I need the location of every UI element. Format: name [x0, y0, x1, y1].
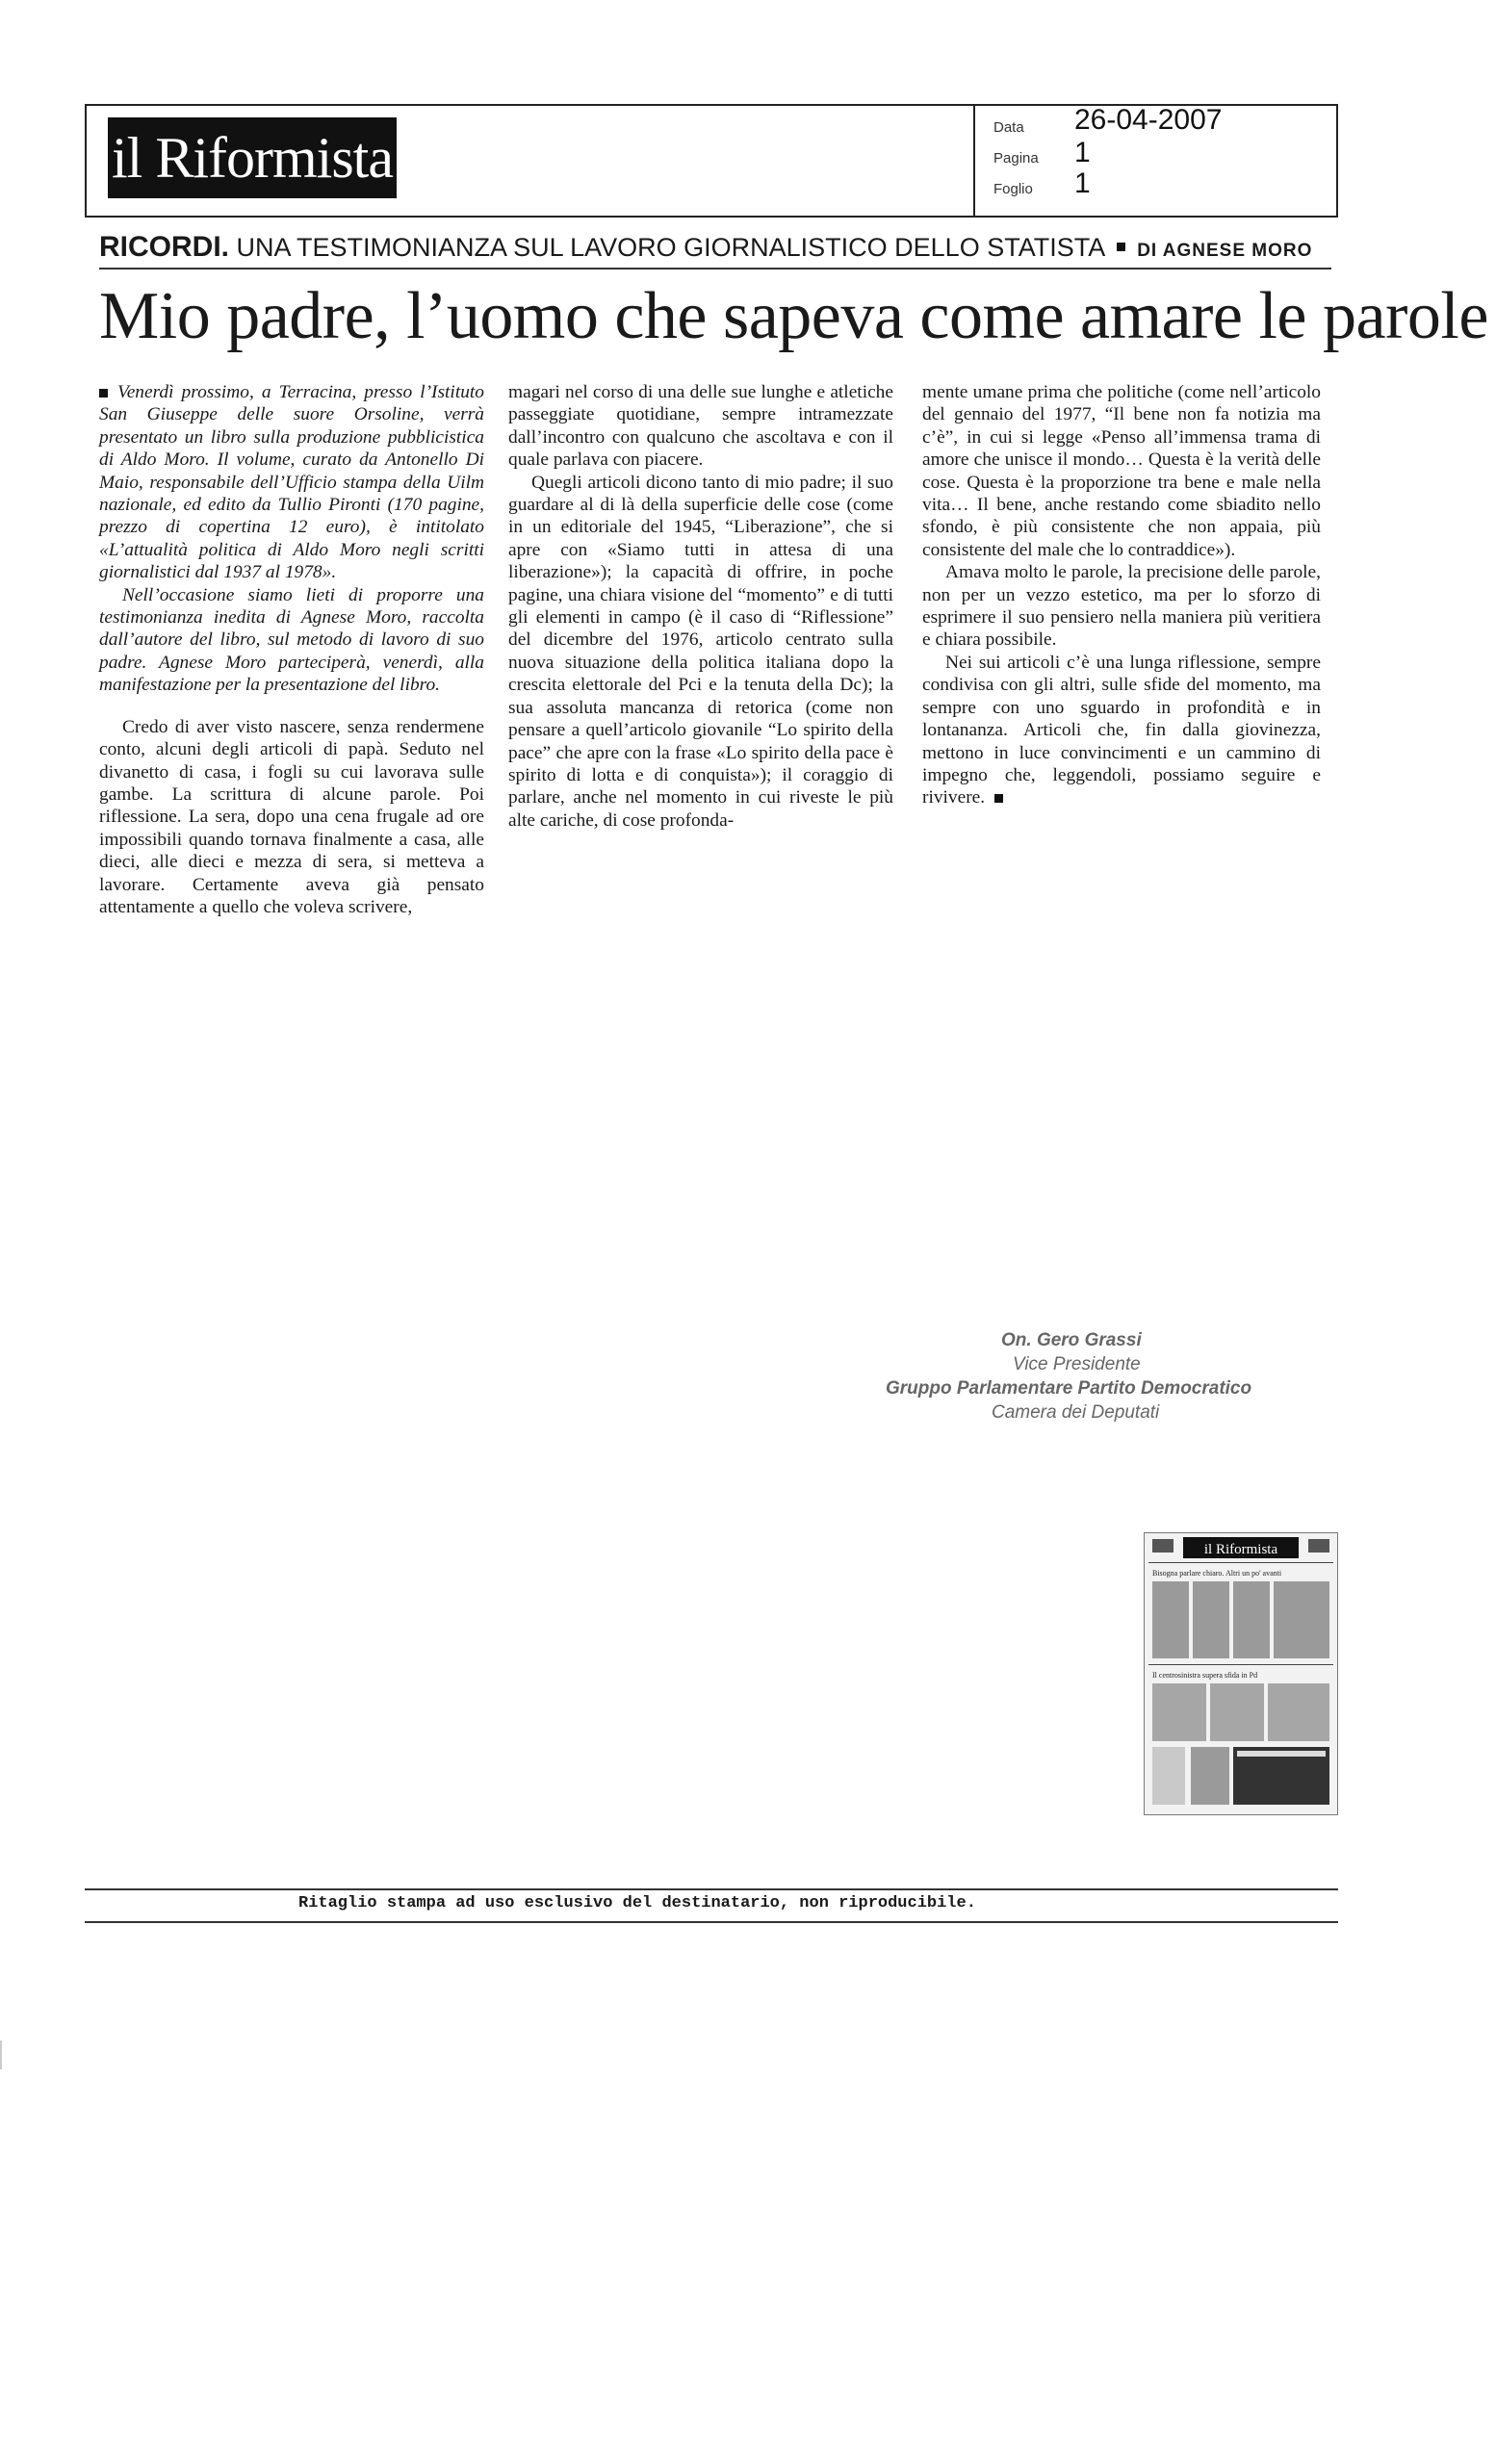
square-bullet-icon	[99, 389, 108, 398]
thumbnail-headline-1: Bisogna parlare chiaro. Altri un po' avanti	[1152, 1569, 1282, 1578]
body-paragraph-6	[922, 652, 1321, 809]
stamp-line-4: Camera dei Deputati	[992, 1402, 1160, 1423]
page-label: Pagina	[993, 150, 1039, 167]
stamp-line-3: Gruppo Parlamentare Partito Democratico	[886, 1378, 1252, 1399]
page-value: 1	[1074, 137, 1091, 168]
thumbnail-headline-2: Il centrosinistra supera sfida in Pd	[1152, 1671, 1258, 1680]
parliament-stamp	[847, 1328, 1309, 1424]
body-paragraph-1: Credo di aver visto nascere, senza rendermene conto, alcuni degli articoli di papà. Seduto nel divanetto di casa, i fogli su cui lavorava sulle gambe. La scrittura di alcune parole. Poi riflessione. La sera, dopo una cena frugale ad ore impossibili quando tornava finalmente a casa, alle dieci, alle dieci e mezza di sera, si metteva a lavorare. Certamente aveva già pensato attentamente a quello che voleva scrivere,	[99, 716, 484, 917]
date-value: 26-04-2007	[1074, 104, 1223, 136]
sheet-label: Foglio	[993, 181, 1033, 197]
thumbnail-graphic	[1145, 1533, 1337, 1814]
square-bullet-icon	[1117, 243, 1125, 251]
body-paragraph-4: mente umane prima che politiche (come nell’articolo del gennaio del 1977, “Il bene non fa notizia ma c’è”, in cui si legge «Penso all’immensa trama di amore che unisce il mondo… Questa è la verità delle cose. Questa è la proporzione tra bene e male nella vita… Il bene, anche restando come sbiadito nello sfondo, è più consistente che non appaia, più consistente del male che lo contraddice»).	[922, 382, 1321, 560]
body-paragraph-5: Amava molto le parole, la precisione delle parole, non per un vezzo estetico, ma per lo sforzo di esprimere il suo pensiero nella maniera più veritiera e chiara possibile.	[922, 562, 1321, 651]
column-2	[508, 381, 893, 832]
stamp-line-2: Vice Presidente	[1013, 1354, 1141, 1374]
column-1	[99, 381, 484, 918]
thumbnail-masthead: il Riformista	[1203, 1542, 1278, 1557]
scan-edge-mark	[0, 2040, 2, 2069]
sheet-value: 1	[1074, 167, 1091, 199]
kicker-author: DI AGNESE MORO	[1137, 241, 1313, 261]
masthead-name: il Riformista	[112, 126, 393, 190]
article-kicker	[99, 231, 1331, 270]
footer-rule-top	[85, 1888, 1338, 1890]
footer-rule-bottom	[85, 1921, 1338, 1923]
masthead-logo	[108, 117, 397, 198]
kicker-text: UNA TESTIMONIANZA SUL LAVORO GIORNALISTICO DELLO STATISTA	[236, 233, 1106, 262]
body-paragraph-6-text: Nei sui articoli c’è una lunga riflessione, sempre condivisa con gli altri, sulle sfide del momento, ma sempre con uno sguardo in profondità e in lontananza. Articoli che, fin dalla giovinezza, mettono in luce convincimenti e un cammino di impegno che, leggendoli, possiamo seguire e rivivere.	[922, 652, 1321, 808]
body-paragraph-3: Quegli articoli dicono tanto di mio padre; il suo guardare al di là della superficie delle cose (come in un editoriale del 1945, “Liberazione”, che si apre con «Siamo tutti in attesa di una liberazione»); la capacità di offrire, in poche pagine, una chiara visione del “momento” e di tutti gli elementi in campo (è il caso di “Riflessione” del dicembre del 1976, articolo centrato sulla nuova situazione della politica italiana dopo la crescita elettorale del Pci e la tenuta della Dc); la sua assoluta mancanza di retorica (come non pensare a quell’articolo giovanile “Lo spirito della pace” che apre con la frase «Lo spirito della pace è spirito di lotta e di conquista»); il coraggio di parlare, anche nel momento in cui riveste le più alte cariche, di cose profonda-	[508, 472, 893, 831]
column-3	[922, 381, 1321, 809]
stamp-line-1: On. Gero Grassi	[1001, 1330, 1142, 1350]
intro-paragraph-1: Venerdì prossimo, a Terracina, presso l’Istituto San Giuseppe delle suore Orsoline, verrà presentato un libro sulla produzione pubblicistica di Aldo Moro. Il volume, curato da Antonello Di Maio, responsabile dell’Ufficio stampa della Uilm nazionale, ed edito da Tullio Pironti (170 pagine, prezzo di copertina 12 euro), è intitolato «L’attualità politica di Aldo Moro negli scritti giornalistici dal 1937 al 1978».	[99, 382, 484, 583]
footer-notice: Ritaglio stampa ad uso esclusivo del destinatario, non riproducibile.	[298, 1894, 976, 1912]
front-page-thumbnail	[1144, 1532, 1338, 1815]
kicker-section: RICORDI.	[99, 231, 229, 263]
end-mark-icon	[994, 794, 1003, 803]
article-title: Mio padre, l’uomo che sapeva come amare le parole	[99, 279, 1488, 353]
intro-paragraph-2: Nell’occasione siamo lieti di proporre una testimonianza inedita di Agnese Moro, raccolta dall’autore del libro, sul metodo di lavoro di suo padre. Agnese Moro parteciperà, venerdì, alla manifestazione per la presentazione del libro.	[99, 584, 484, 696]
header-divider	[973, 104, 975, 218]
body-paragraph-2: magari nel corso di una delle sue lunghe e atletiche passeggiate quotidiane, sempre intramezzate dall’incontro con qualcuno che ascoltava e con il quale parlava con piacere.	[508, 382, 893, 471]
date-label: Data	[993, 119, 1024, 136]
